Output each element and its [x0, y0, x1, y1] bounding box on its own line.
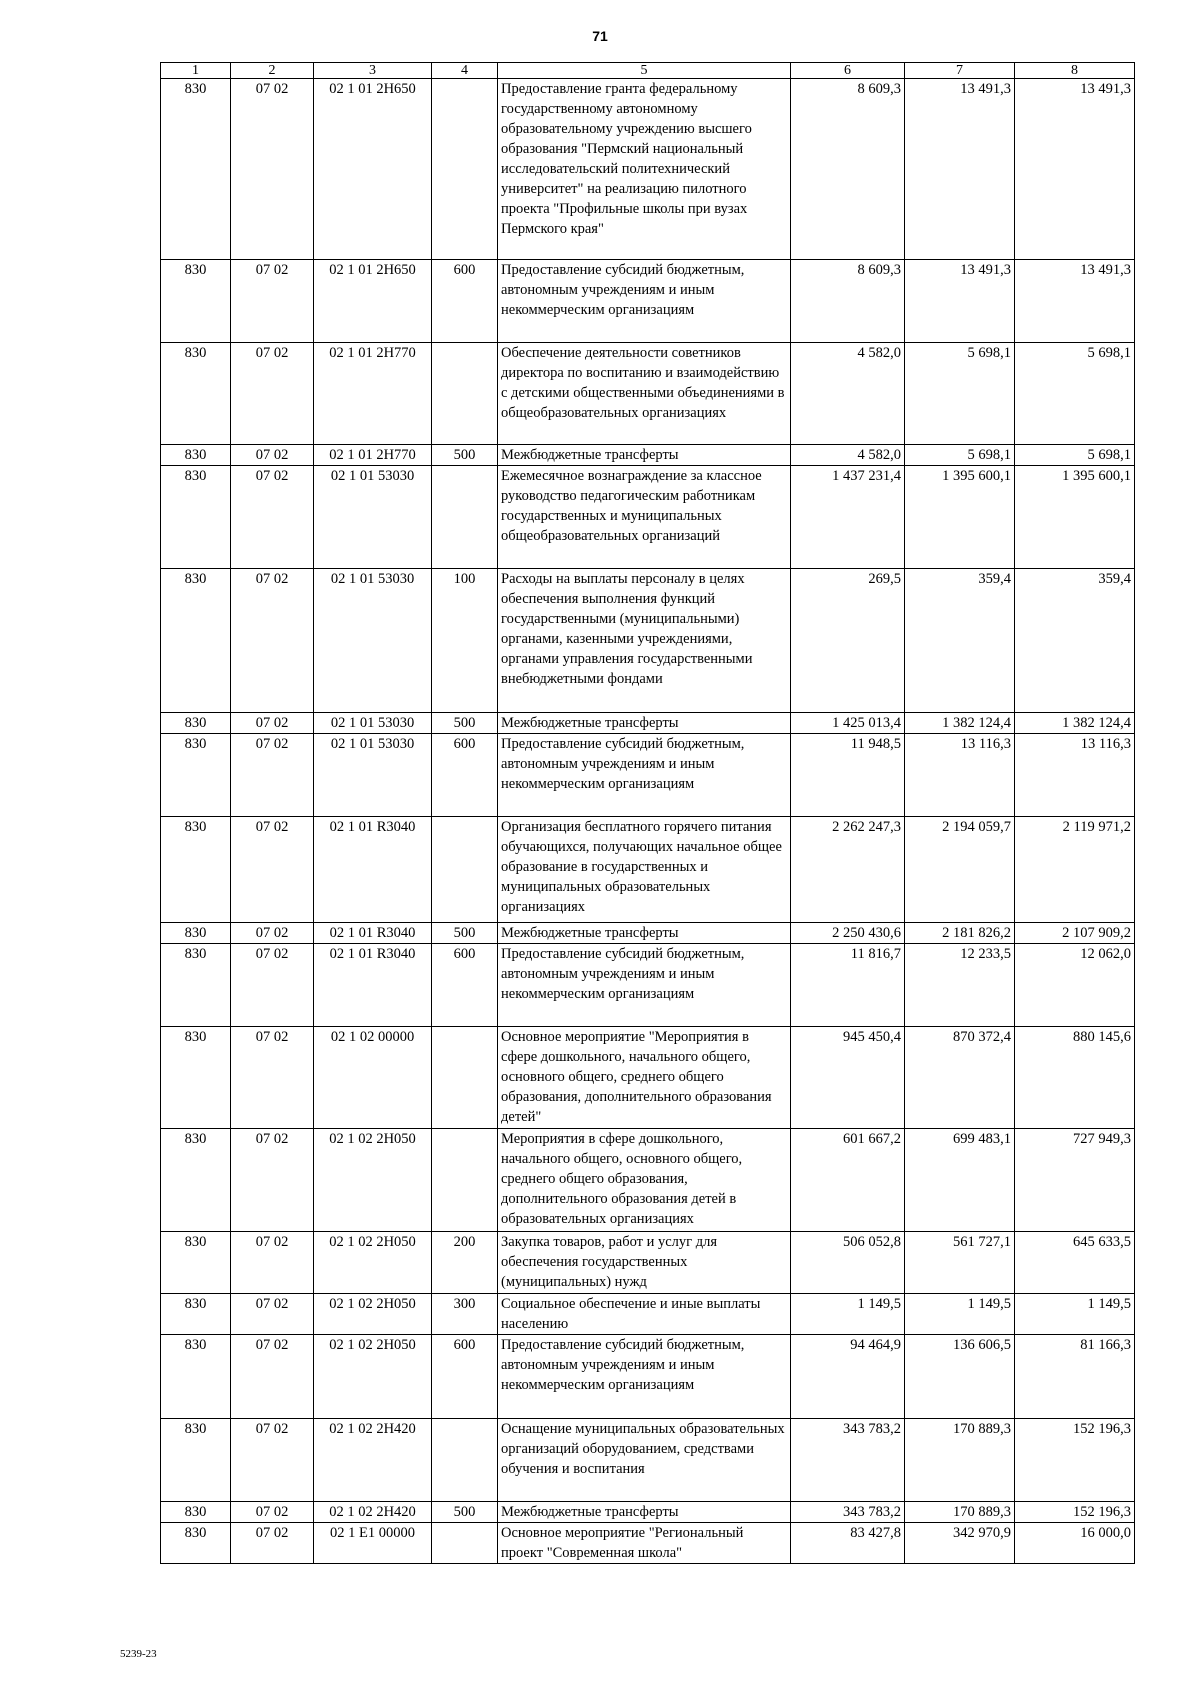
expense-type-cell: 600	[432, 944, 498, 1027]
amount-year1-cell: 1 149,5	[791, 1294, 905, 1335]
target-article-cell: 02 1 01 53030	[314, 713, 432, 734]
target-article-cell: 02 1 01 2H770	[314, 445, 432, 466]
section-code-cell: 07 02	[231, 1335, 314, 1419]
table-row	[161, 1523, 1135, 1564]
section-code-cell: 07 02	[231, 1232, 314, 1294]
expense-type-cell: 100	[432, 569, 498, 713]
target-article-cell: 02 1 02 2H420	[314, 1502, 432, 1523]
table-row	[161, 569, 1135, 713]
amount-year3-cell: 1 382 124,4	[1015, 713, 1135, 734]
target-article-cell: 02 1 02 2H420	[314, 1419, 432, 1502]
section-code-cell: 07 02	[231, 445, 314, 466]
target-article-cell: 02 1 E1 00000	[314, 1523, 432, 1564]
amount-year3-cell: 2 119 971,2	[1015, 817, 1135, 923]
amount-year2-cell: 5 698,1	[905, 445, 1015, 466]
section-code-cell: 07 02	[231, 79, 314, 260]
amount-year2-cell: 2 181 826,2	[905, 923, 1015, 944]
amount-year3-cell: 880 145,6	[1015, 1027, 1135, 1129]
table-row	[161, 817, 1135, 923]
section-code-cell: 07 02	[231, 944, 314, 1027]
section-code-cell: 07 02	[231, 260, 314, 343]
expense-type-cell: 300	[432, 1294, 498, 1335]
table-row	[161, 1419, 1135, 1502]
header-cell: 1	[161, 63, 231, 79]
admin-code-cell: 830	[161, 260, 231, 343]
expense-type-cell: 500	[432, 445, 498, 466]
section-code-cell: 07 02	[231, 1027, 314, 1129]
amount-year3-cell: 13 491,3	[1015, 260, 1135, 343]
target-article-cell: 02 1 01 53030	[314, 569, 432, 713]
expense-type-cell	[432, 817, 498, 923]
header-cell: 5	[498, 63, 791, 79]
amount-year3-cell: 81 166,3	[1015, 1335, 1135, 1419]
expense-type-cell	[432, 1523, 498, 1564]
target-article-cell: 02 1 01 R3040	[314, 923, 432, 944]
target-article-cell: 02 1 02 2H050	[314, 1335, 432, 1419]
header-cell: 4	[432, 63, 498, 79]
amount-year3-cell: 152 196,3	[1015, 1419, 1135, 1502]
amount-year3-cell: 1 395 600,1	[1015, 466, 1135, 569]
page-number: 71	[592, 28, 608, 44]
amount-year2-cell: 1 149,5	[905, 1294, 1015, 1335]
description-cell: Ежемесячное вознаграждение за классное руководство педагогическим работникам государственных и муниципальных общеобразовательных организаций	[498, 466, 791, 569]
table-row	[161, 734, 1135, 817]
admin-code-cell: 830	[161, 569, 231, 713]
table-row	[161, 713, 1135, 734]
amount-year2-cell: 12 233,5	[905, 944, 1015, 1027]
expense-type-cell	[432, 1419, 498, 1502]
description-cell: Мероприятия в сфере дошкольного, начального общего, основного общего, среднего общего образования, дополнительного образования детей в образовательных организациях	[498, 1129, 791, 1232]
table-row	[161, 944, 1135, 1027]
amount-year1-cell: 94 464,9	[791, 1335, 905, 1419]
expense-type-cell	[432, 466, 498, 569]
header-cell: 8	[1015, 63, 1135, 79]
amount-year1-cell: 269,5	[791, 569, 905, 713]
target-article-cell: 02 1 01 R3040	[314, 944, 432, 1027]
description-cell: Межбюджетные трансферты	[498, 713, 791, 734]
table-row	[161, 445, 1135, 466]
amount-year3-cell: 13 491,3	[1015, 79, 1135, 260]
amount-year1-cell: 2 262 247,3	[791, 817, 905, 923]
section-code-cell: 07 02	[231, 1523, 314, 1564]
amount-year2-cell: 870 372,4	[905, 1027, 1015, 1129]
section-code-cell: 07 02	[231, 1294, 314, 1335]
target-article-cell: 02 1 01 53030	[314, 466, 432, 569]
description-cell: Межбюджетные трансферты	[498, 923, 791, 944]
target-article-cell: 02 1 02 00000	[314, 1027, 432, 1129]
section-code-cell: 07 02	[231, 343, 314, 445]
expense-type-cell: 600	[432, 260, 498, 343]
expense-type-cell: 500	[432, 713, 498, 734]
admin-code-cell: 830	[161, 466, 231, 569]
amount-year1-cell: 506 052,8	[791, 1232, 905, 1294]
table-row	[161, 1129, 1135, 1232]
section-code-cell: 07 02	[231, 1129, 314, 1232]
expense-type-cell: 600	[432, 734, 498, 817]
expense-type-cell	[432, 343, 498, 445]
admin-code-cell: 830	[161, 1419, 231, 1502]
amount-year2-cell: 2 194 059,7	[905, 817, 1015, 923]
expense-type-cell	[432, 1027, 498, 1129]
admin-code-cell: 830	[161, 1523, 231, 1564]
target-article-cell: 02 1 01 R3040	[314, 817, 432, 923]
description-cell: Обеспечение деятельности советников директора по воспитанию и взаимодействию с детскими общественными объединениями в общеобразовательных организациях	[498, 343, 791, 445]
expense-type-cell: 600	[432, 1335, 498, 1419]
description-cell: Расходы на выплаты персоналу в целях обеспечения выполнения функций государственными (муниципальными) органами, казенными учреждениями, органами управления государственными внебюджетными фондами	[498, 569, 791, 713]
budget-table	[160, 62, 1135, 1564]
amount-year2-cell: 1 395 600,1	[905, 466, 1015, 569]
table-row	[161, 1335, 1135, 1419]
description-cell: Предоставление субсидий бюджетным, автономным учреждениям и иным некоммерческим организациям	[498, 734, 791, 817]
admin-code-cell: 830	[161, 1502, 231, 1523]
header-cell: 3	[314, 63, 432, 79]
section-code-cell: 07 02	[231, 569, 314, 713]
table-body	[161, 79, 1135, 1564]
table-row	[161, 1502, 1135, 1523]
section-code-cell: 07 02	[231, 713, 314, 734]
table-row	[161, 1294, 1135, 1335]
amount-year1-cell: 343 783,2	[791, 1419, 905, 1502]
amount-year3-cell: 16 000,0	[1015, 1523, 1135, 1564]
description-cell: Предоставление субсидий бюджетным, автономным учреждениям и иным некоммерческим организациям	[498, 260, 791, 343]
section-code-cell: 07 02	[231, 1419, 314, 1502]
amount-year3-cell: 1 149,5	[1015, 1294, 1135, 1335]
description-cell: Предоставление субсидий бюджетным, автономным учреждениям и иным некоммерческим организациям	[498, 944, 791, 1027]
target-article-cell: 02 1 01 53030	[314, 734, 432, 817]
target-article-cell: 02 1 01 2H770	[314, 343, 432, 445]
amount-year2-cell: 359,4	[905, 569, 1015, 713]
admin-code-cell: 830	[161, 923, 231, 944]
description-cell: Межбюджетные трансферты	[498, 445, 791, 466]
table-row	[161, 1232, 1135, 1294]
description-cell: Оснащение муниципальных образовательных организаций оборудованием, средствами обучения и воспитания	[498, 1419, 791, 1502]
description-cell: Организация бесплатного горячего питания обучающихся, получающих начальное общее образование в государственных и муниципальных образовательных организациях	[498, 817, 791, 923]
header-cell: 6	[791, 63, 905, 79]
admin-code-cell: 830	[161, 713, 231, 734]
amount-year2-cell: 1 382 124,4	[905, 713, 1015, 734]
table-row	[161, 260, 1135, 343]
expense-type-cell: 500	[432, 923, 498, 944]
table-row	[161, 923, 1135, 944]
amount-year2-cell: 13 491,3	[905, 79, 1015, 260]
admin-code-cell: 830	[161, 445, 231, 466]
admin-code-cell: 830	[161, 1129, 231, 1232]
amount-year1-cell: 8 609,3	[791, 79, 905, 260]
header-cell: 2	[231, 63, 314, 79]
amount-year2-cell: 699 483,1	[905, 1129, 1015, 1232]
amount-year3-cell: 12 062,0	[1015, 944, 1135, 1027]
description-cell: Предоставление субсидий бюджетным, автономным учреждениям и иным некоммерческим организациям	[498, 1335, 791, 1419]
amount-year1-cell: 343 783,2	[791, 1502, 905, 1523]
description-cell: Предоставление гранта федеральному государственному автономному образовательному учреждению высшего образования "Пермский национальный исследовательский политехнический университет" на реализацию пилотного проекта "Профильные школы при вузах Пермского края"	[498, 79, 791, 260]
header-row	[161, 63, 1135, 79]
amount-year3-cell: 13 116,3	[1015, 734, 1135, 817]
admin-code-cell: 830	[161, 1232, 231, 1294]
amount-year2-cell: 13 116,3	[905, 734, 1015, 817]
table-row	[161, 343, 1135, 445]
description-cell: Социальное обеспечение и иные выплаты населению	[498, 1294, 791, 1335]
section-code-cell: 07 02	[231, 817, 314, 923]
amount-year2-cell: 170 889,3	[905, 1419, 1015, 1502]
table-row	[161, 1027, 1135, 1129]
target-article-cell: 02 1 01 2H650	[314, 260, 432, 343]
admin-code-cell: 830	[161, 79, 231, 260]
amount-year3-cell: 5 698,1	[1015, 343, 1135, 445]
target-article-cell: 02 1 02 2H050	[314, 1294, 432, 1335]
target-article-cell: 02 1 02 2H050	[314, 1232, 432, 1294]
target-article-cell: 02 1 01 2H650	[314, 79, 432, 260]
table-row	[161, 466, 1135, 569]
amount-year1-cell: 8 609,3	[791, 260, 905, 343]
amount-year1-cell: 945 450,4	[791, 1027, 905, 1129]
amount-year3-cell: 152 196,3	[1015, 1502, 1135, 1523]
amount-year1-cell: 1 425 013,4	[791, 713, 905, 734]
admin-code-cell: 830	[161, 944, 231, 1027]
amount-year1-cell: 2 250 430,6	[791, 923, 905, 944]
section-code-cell: 07 02	[231, 1502, 314, 1523]
amount-year1-cell: 4 582,0	[791, 343, 905, 445]
expense-type-cell	[432, 79, 498, 260]
amount-year2-cell: 170 889,3	[905, 1502, 1015, 1523]
amount-year1-cell: 11 816,7	[791, 944, 905, 1027]
amount-year3-cell: 359,4	[1015, 569, 1135, 713]
document-code: 5239-23	[120, 1648, 157, 1660]
admin-code-cell: 830	[161, 734, 231, 817]
header-cell: 7	[905, 63, 1015, 79]
amount-year2-cell: 561 727,1	[905, 1232, 1015, 1294]
amount-year3-cell: 645 633,5	[1015, 1232, 1135, 1294]
amount-year3-cell: 5 698,1	[1015, 445, 1135, 466]
amount-year2-cell: 342 970,9	[905, 1523, 1015, 1564]
expense-type-cell: 500	[432, 1502, 498, 1523]
section-code-cell: 07 02	[231, 923, 314, 944]
admin-code-cell: 830	[161, 343, 231, 445]
amount-year2-cell: 13 491,3	[905, 260, 1015, 343]
admin-code-cell: 830	[161, 1335, 231, 1419]
amount-year1-cell: 1 437 231,4	[791, 466, 905, 569]
table-row	[161, 79, 1135, 260]
amount-year1-cell: 601 667,2	[791, 1129, 905, 1232]
amount-year2-cell: 136 606,5	[905, 1335, 1015, 1419]
description-cell: Закупка товаров, работ и услуг для обеспечения государственных (муниципальных) нужд	[498, 1232, 791, 1294]
amount-year1-cell: 11 948,5	[791, 734, 905, 817]
admin-code-cell: 830	[161, 1294, 231, 1335]
target-article-cell: 02 1 02 2H050	[314, 1129, 432, 1232]
amount-year1-cell: 4 582,0	[791, 445, 905, 466]
amount-year3-cell: 2 107 909,2	[1015, 923, 1135, 944]
admin-code-cell: 830	[161, 1027, 231, 1129]
amount-year1-cell: 83 427,8	[791, 1523, 905, 1564]
description-cell: Межбюджетные трансферты	[498, 1502, 791, 1523]
section-code-cell: 07 02	[231, 466, 314, 569]
expense-type-cell	[432, 1129, 498, 1232]
description-cell: Основное мероприятие "Мероприятия в сфере дошкольного, начального общего, основного общего, среднего общего образования, дополнительного образования детей"	[498, 1027, 791, 1129]
expense-type-cell: 200	[432, 1232, 498, 1294]
section-code-cell: 07 02	[231, 734, 314, 817]
description-cell: Основное мероприятие "Региональный проект "Современная школа"	[498, 1523, 791, 1564]
admin-code-cell: 830	[161, 817, 231, 923]
amount-year2-cell: 5 698,1	[905, 343, 1015, 445]
amount-year3-cell: 727 949,3	[1015, 1129, 1135, 1232]
